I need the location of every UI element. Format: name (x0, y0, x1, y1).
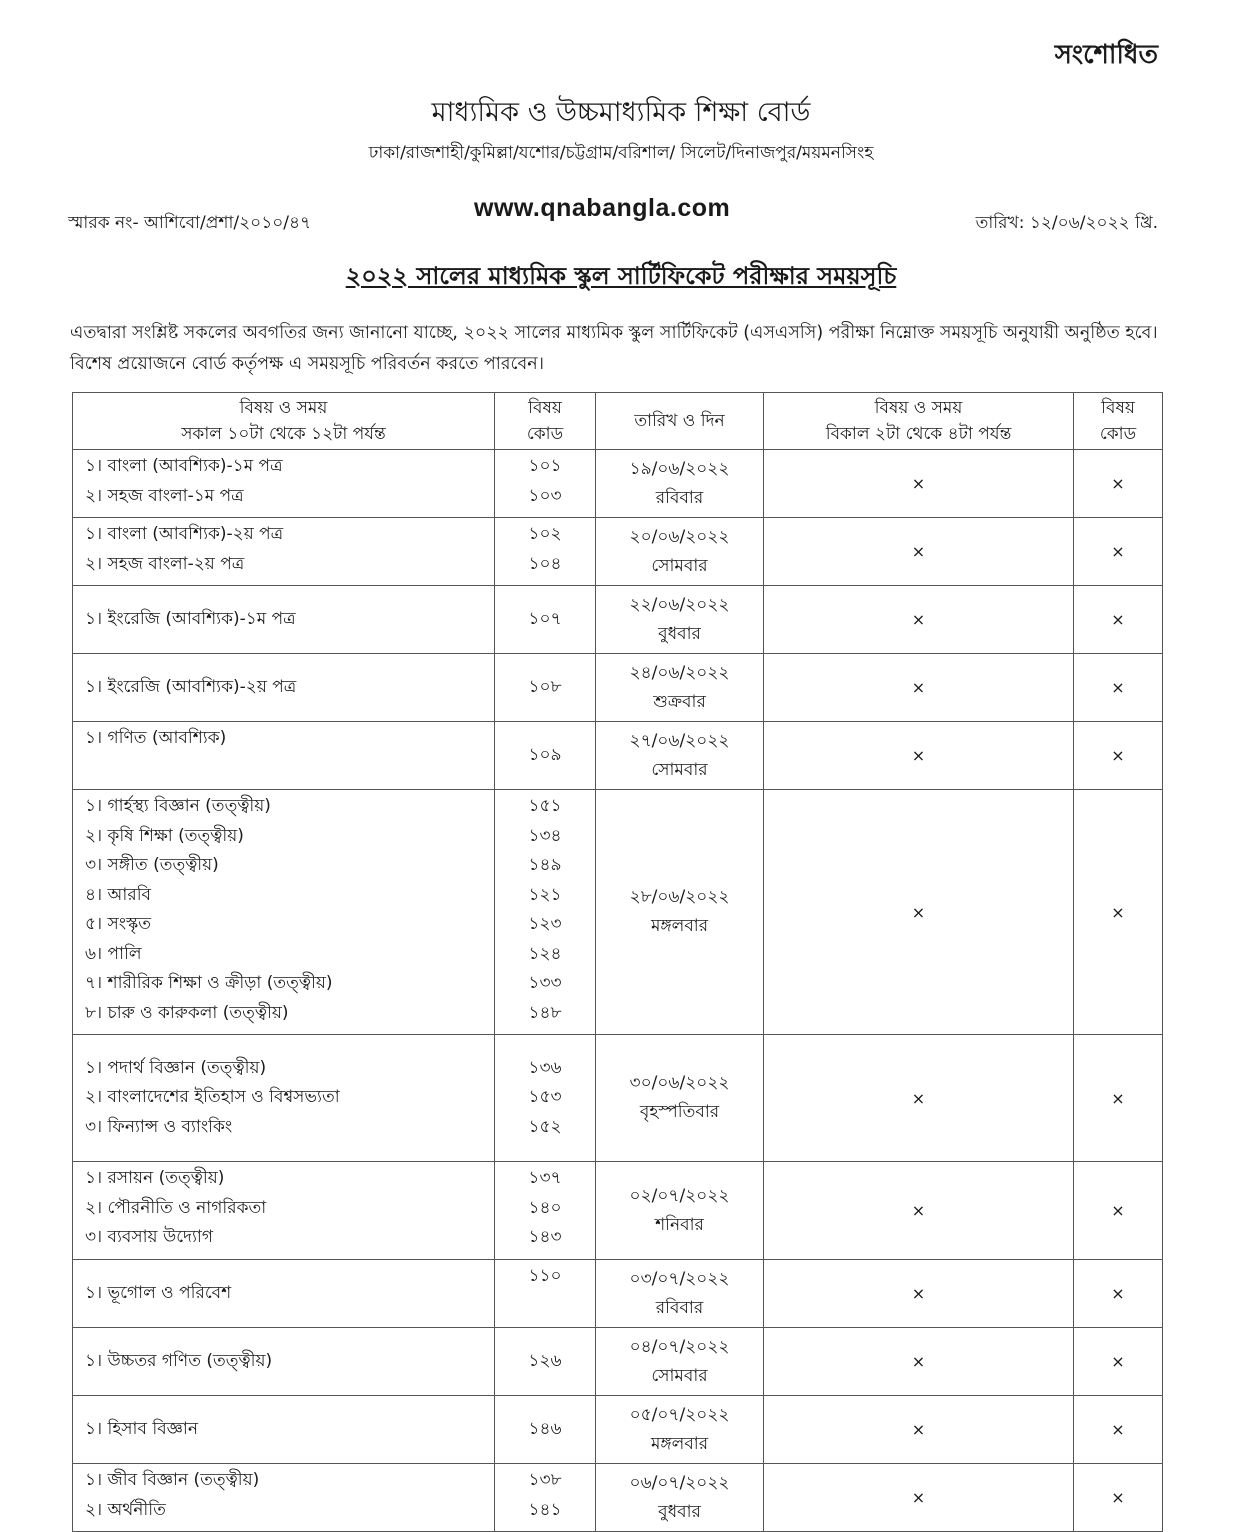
subject-line: ১। উচ্চতর গণিত (তত্ত্বীয়) (85, 1350, 273, 1371)
table-row (73, 1464, 1163, 1532)
morning-subjects-cell (73, 790, 495, 1035)
header-afternoon-line1: বিষয় ও সময় (874, 398, 963, 418)
schedule-body (73, 450, 1163, 1532)
subject-code: ১৫৩ (528, 1087, 562, 1108)
exam-date: ১৯/০৬/২০২২ (629, 458, 730, 479)
table-row (73, 1162, 1163, 1260)
table-row (73, 1328, 1163, 1396)
afternoon-subject-cell: × (764, 1035, 1074, 1162)
revised-stamp: সংশোধিত (1054, 40, 1158, 70)
afternoon-code-cell: × (1074, 1328, 1163, 1396)
date-day-cell (596, 1162, 764, 1260)
table-row (73, 450, 1163, 518)
afternoon-subject-cell: × (764, 722, 1074, 790)
subject-code-cell (495, 450, 596, 518)
exam-day: শনিবার (655, 1214, 704, 1235)
table-row (73, 790, 1163, 1035)
header-date-day: তারিখ ও দিন (596, 393, 764, 450)
subject-code: ১০৯ (528, 744, 562, 765)
afternoon-code-cell: × (1074, 654, 1163, 722)
exam-date: ০৫/০৭/২০২২ (629, 1404, 730, 1425)
subject-code-cell (495, 654, 596, 722)
afternoon-subject-cell: × (764, 1464, 1074, 1532)
subject-line: ৩। ব্যবসায় উদ্যোগ (85, 1227, 213, 1247)
exam-day: রবিবার (655, 487, 704, 508)
header-afternoon-subject (764, 393, 1074, 450)
morning-subjects-cell (73, 1328, 495, 1396)
subject-code: ১৪৬ (528, 1418, 562, 1439)
subject-line: ৮। চারু ও কারুকলা (তত্ত্বীয়) (85, 1002, 289, 1023)
afternoon-subject-cell: × (764, 1396, 1074, 1464)
table-row (73, 1260, 1163, 1328)
exam-day: বুধবার (658, 623, 701, 644)
table-row (73, 1396, 1163, 1464)
afternoon-code-cell: × (1074, 722, 1163, 790)
exam-day: সোমবার (651, 555, 708, 576)
exam-day: সোমবার (651, 1365, 708, 1386)
subject-code: ১৫২ (528, 1116, 562, 1137)
subject-code: ১০৩ (528, 485, 562, 506)
subject-line: ২। সহজ বাংলা-১ম পত্র (85, 485, 244, 506)
subject-code-cell (495, 1035, 596, 1162)
date-day-cell (596, 1035, 764, 1162)
subject-code-cell (495, 1396, 596, 1464)
subject-line: ১। হিসাব বিজ্ঞান (85, 1418, 199, 1439)
afternoon-subject-cell: × (764, 1328, 1074, 1396)
board-name: মাধ্যমিক ও উচ্চমাধ্যমিক শিক্ষা বোর্ড (431, 97, 811, 128)
afternoon-subject-cell: × (764, 450, 1074, 518)
subject-code: ১৩৬ (528, 1057, 562, 1078)
exam-date: ২২/০৬/২০২২ (629, 594, 730, 615)
subject-line: ৩। সঙ্গীত (তত্ত্বীয়) (85, 855, 219, 875)
subject-code-cell (495, 1464, 596, 1532)
morning-subjects-cell (73, 1035, 495, 1162)
subject-line: ১। ইংরেজি (আবশ্যিক)-১ম পত্র (85, 608, 296, 629)
header-code2-line1: বিষয় (1101, 398, 1135, 418)
exam-date: ২৭/০৬/২০২২ (629, 730, 730, 751)
date-day-cell (596, 1464, 764, 1532)
morning-subjects-cell (73, 1464, 495, 1532)
afternoon-subject-cell: × (764, 518, 1074, 586)
date-day-cell (596, 790, 764, 1035)
afternoon-code-cell: × (1074, 1162, 1163, 1260)
exam-date: ২৮/০৬/২০২২ (629, 887, 730, 907)
subject-line: ১। ভূগোল ও পরিবেশ (85, 1282, 232, 1303)
subject-code: ১২৬ (528, 1350, 562, 1371)
subject-line: ১। গণিত (আবশ্যিক) (85, 728, 227, 748)
afternoon-subject-cell: × (764, 586, 1074, 654)
subject-line: ১। জীব বিজ্ঞান (তত্ত্বীয়) (85, 1470, 260, 1490)
exam-date: ০৪/০৭/২০২২ (629, 1336, 730, 1357)
date-day-cell (596, 450, 764, 518)
subject-code: ১৪০ (528, 1197, 562, 1218)
subject-code-cell (495, 722, 596, 790)
afternoon-subject-cell: × (764, 790, 1074, 1035)
morning-subjects-cell (73, 1396, 495, 1464)
board-cities: ঢাকা/রাজশাহী/কুমিল্লা/যশোর/চট্টগ্রাম/বরিশাল/ সিলেট/দিনাজপুর/ময়মনসিংহ (368, 143, 874, 163)
afternoon-subject-cell: × (764, 1162, 1074, 1260)
subject-code-cell (495, 518, 596, 586)
subject-line: ১। পদার্থ বিজ্ঞান (তত্ত্বীয়) (85, 1057, 267, 1078)
subject-code: ১০১ (528, 456, 562, 476)
subject-code: ১২১ (528, 884, 562, 905)
date-day-cell (596, 1328, 764, 1396)
header-afternoon-line2: বিকাল ২টা থেকে ৪টা পর্যন্ত (825, 424, 1012, 444)
header-subject-code (495, 393, 596, 450)
intro-paragraph: এতদ্বারা সংশ্লিষ্ট সকলের অবগতির জন্য জানানো যাচ্ছে, ২০২২ সালের মাধ্যমিক স্কুল সার্টিফিকেট (এসএসসি) পরীক্ষা নিম্নোক্ত সময়সূচি অনুযায়ী অনুষ্ঠিত হবে। বিশেষ প্রয়োজনে বোর্ড কর্তৃপক্ষ এ সময়সূচি পরিবর্তন করতে পারবেন। (70, 323, 1158, 374)
exam-date: ২০/০৬/২০২২ (629, 526, 730, 547)
table-row (73, 722, 1163, 790)
subject-code-cell (495, 790, 596, 1035)
subject-code: ১১০ (528, 1266, 562, 1286)
date-day-cell (596, 518, 764, 586)
subject-code: ১৩৭ (528, 1168, 562, 1188)
subject-code-cell (495, 1162, 596, 1260)
exam-schedule-table (72, 392, 1163, 1532)
morning-subjects-cell (73, 654, 495, 722)
header-code-line1: বিষয় (528, 398, 562, 418)
subject-line: ২। বাংলাদেশের ইতিহাস ও বিশ্বসভ্যতা (85, 1087, 340, 1108)
table-row (73, 518, 1163, 586)
subject-code-cell (495, 1260, 596, 1328)
subject-line: ৭। শারীরিক শিক্ষা ও ক্রীড়া (তত্ত্বীয়) (85, 973, 333, 993)
afternoon-subject-cell: × (764, 654, 1074, 722)
subject-code: ১৩৩ (528, 973, 562, 993)
subject-code: ১৩৪ (528, 825, 562, 846)
subject-line: ১। রসায়ন (তত্ত্বীয়) (85, 1168, 225, 1188)
date-day-cell (596, 586, 764, 654)
exam-day: মঙ্গলবার (650, 1433, 709, 1454)
morning-subjects-cell (73, 1260, 495, 1328)
table-row (73, 654, 1163, 722)
subject-code: ১২৩ (528, 914, 562, 934)
subject-code: ১০৪ (528, 553, 562, 574)
morning-subjects-cell (73, 450, 495, 518)
subject-code: ১০২ (528, 524, 562, 544)
subject-code: ১৪১ (528, 1499, 562, 1520)
exam-date: ২৪/০৬/২০২২ (629, 662, 730, 683)
document-title-wrap (0, 258, 1242, 298)
website-watermark: www.qnabangla.com (474, 194, 731, 222)
document-title: ২০২২ সালের মাধ্যমিক স্কুল সার্টিফিকেট পরীক্ষার সময়সূচি (345, 262, 897, 290)
afternoon-code-cell: × (1074, 1035, 1163, 1162)
memo-number: স্মারক নং- আশিবো/প্রশা/২০১০/৪৭ (68, 213, 312, 233)
exam-day: রবিবার (655, 1297, 704, 1318)
subject-code: ১৫১ (528, 796, 562, 816)
subject-code-cell (495, 586, 596, 654)
exam-date: ০৩/০৭/২০২২ (629, 1268, 730, 1289)
header-code2-line2: কোড (1099, 424, 1137, 444)
afternoon-code-cell: × (1074, 790, 1163, 1035)
morning-subjects-cell (73, 518, 495, 586)
subject-line: ১। ইংরেজি (আবশ্যিক)-২য় পত্র (85, 676, 297, 697)
afternoon-code-cell: × (1074, 1396, 1163, 1464)
subject-code: ১৪৩ (528, 1227, 562, 1247)
subject-line: ৬। পালি (85, 943, 142, 964)
afternoon-code-cell: × (1074, 1260, 1163, 1328)
exam-day: মঙ্গলবার (650, 916, 709, 936)
subject-line: ৪। আরবি (85, 884, 152, 905)
afternoon-subject-cell: × (764, 1260, 1074, 1328)
exam-day: শুক্রবার (653, 691, 706, 712)
exam-date: ০২/০৭/২০২২ (629, 1185, 730, 1206)
exam-day: সোমবার (651, 759, 708, 780)
header-morning-line2: সকাল ১০টা থেকে ১২টা পর্যন্ত (181, 424, 386, 444)
afternoon-code-cell: × (1074, 518, 1163, 586)
morning-subjects-cell (73, 722, 495, 790)
header-morning-line1: বিষয় ও সময় (239, 398, 328, 418)
table-row (73, 1035, 1163, 1162)
subject-code: ১৪৯ (528, 855, 562, 875)
afternoon-code-cell: × (1074, 586, 1163, 654)
date-day-cell (596, 1396, 764, 1464)
subject-line: ১। গার্হস্থ্য বিজ্ঞান (তত্ত্বীয়) (85, 796, 271, 816)
subject-line: ৩। ফিন্যান্স ও ব্যাংকিং (85, 1116, 233, 1137)
afternoon-code-cell: × (1074, 1464, 1163, 1532)
date-day-cell (596, 1260, 764, 1328)
header-afternoon-code (1074, 393, 1163, 450)
subject-code: ১০৭ (528, 608, 562, 629)
subject-code: ১৪৮ (528, 1002, 562, 1023)
issue-date: তারিখ: ১২/০৬/২০২২ খ্রি. (975, 213, 1158, 233)
subject-line: ২। কৃষি শিক্ষা (তত্ত্বীয়) (85, 825, 244, 846)
subject-line: ৫। সংস্কৃত (85, 914, 152, 934)
exam-date: ৩০/০৬/২০২২ (629, 1073, 730, 1093)
date-day-cell (596, 722, 764, 790)
afternoon-code-cell: × (1074, 450, 1163, 518)
morning-subjects-cell (73, 586, 495, 654)
subject-code: ১০৮ (528, 676, 562, 697)
subject-line: ২। পৌরনীতি ও নাগরিকতা (85, 1197, 267, 1218)
subject-line: ২। সহজ বাংলা-২য় পত্র (85, 553, 245, 574)
table-header-row (73, 393, 1163, 450)
subject-code-cell (495, 1328, 596, 1396)
exam-day: বুধবার (658, 1501, 701, 1522)
morning-subjects-cell (73, 1162, 495, 1260)
subject-line: ২। অর্থনীতি (85, 1499, 166, 1520)
header-morning-subject (73, 393, 495, 450)
date-day-cell (596, 654, 764, 722)
subject-code: ১২৪ (528, 943, 562, 964)
subject-line: ১। বাংলা (আবশ্যিক)-১ম পত্র (85, 456, 283, 476)
subject-code: ১৩৮ (528, 1470, 562, 1490)
exam-date: ০৬/০৭/২০২২ (629, 1472, 730, 1493)
header-code-line2: কোড (526, 424, 564, 444)
exam-day: বৃহস্পতিবার (639, 1102, 720, 1122)
subject-line: ১। বাংলা (আবশ্যিক)-২য় পত্র (85, 524, 284, 544)
table-row (73, 586, 1163, 654)
